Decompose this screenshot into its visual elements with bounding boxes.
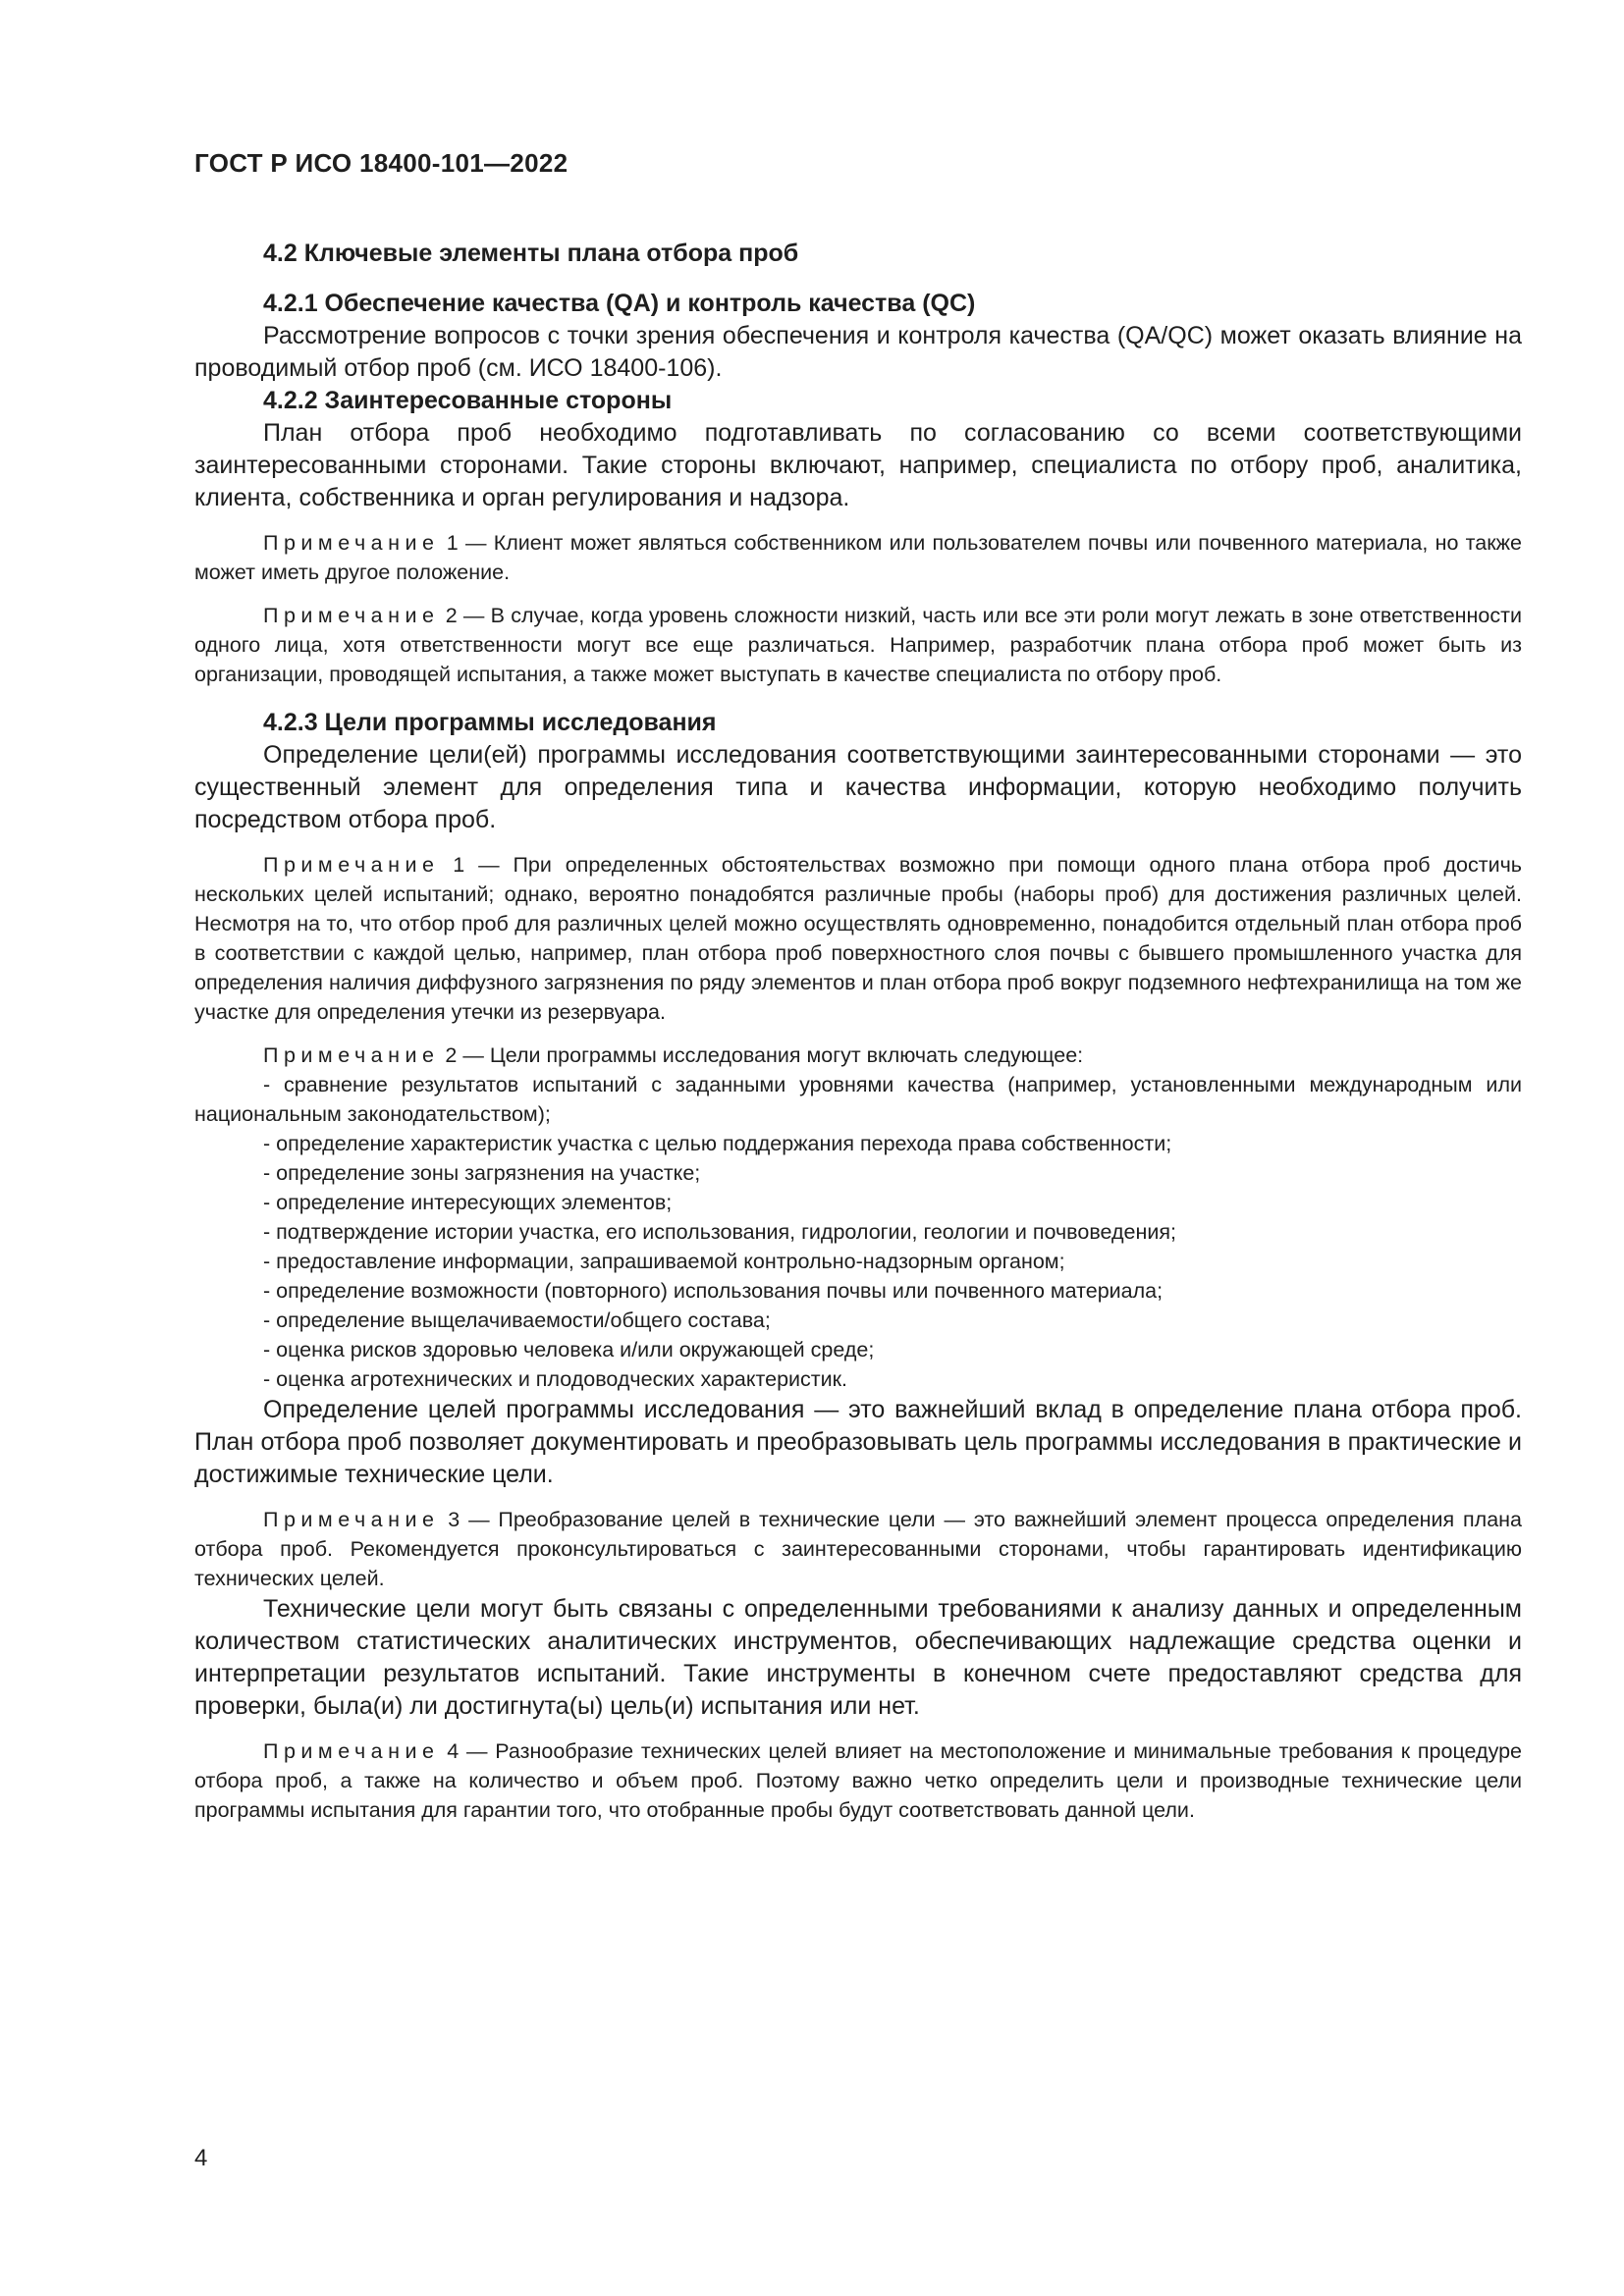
note-4-2-3-4 bbox=[194, 1736, 1522, 1825]
document-page bbox=[194, 147, 1522, 1825]
list-item: - определение характеристик участка с целью поддержания перехода права собственности; bbox=[263, 1132, 1172, 1155]
note-text: 2 — Цели программы исследования могут включать следующее: bbox=[439, 1043, 1084, 1067]
list-item: - подтверждение истории участка, его использования, гидрологии, геологии и почвоведения; bbox=[263, 1220, 1176, 1244]
section-4-2-2-paragraph: План отбора проб необходимо подготавливать по согласованию со всеми соответствующими заинтересованными сторонами. Такие стороны включают, например, специалиста по отбору проб, аналитика, клиента, собственника и орган регулирования и надзора. bbox=[194, 419, 1522, 511]
note-label: Примечание bbox=[263, 1739, 440, 1763]
note-text: 4 — Разнообразие технических целей влияет на местоположение и минимальные требования к процедуре отбора проб, а также на количество и объем проб. Поэтому важно четко определить цели и производные технические цели программы испытания для гарантии того, что отобранные пробы будут соответствовать данной цели. bbox=[194, 1739, 1522, 1822]
note-4-2-3-1 bbox=[194, 850, 1522, 1027]
list-item: - определение возможности (повторного) использования почвы или почвенного материала; bbox=[263, 1279, 1164, 1303]
section-4-2-1-paragraph: Рассмотрение вопросов с точки зрения обеспечения и контроля качества (QA/QC) может оказать влияние на проводимый отбор проб (см. ИСО 18400-106). bbox=[194, 322, 1522, 382]
note-text: 2 — В случае, когда уровень сложности низкий, часть или все эти роли могут лежать в зоне ответственности одного лица, хотя ответственности могут все еще различаться. Например, разработчик плана отбора проб может быть из организации, проводящей испытания, а также может выступать в качестве специалиста по отбору проб. bbox=[194, 604, 1522, 686]
section-4-2-3-paragraph-3: Технические цели могут быть связаны с определенными требованиями к анализу данных и определенным количеством статистических аналитических инструментов, обеспечивающих надлежащие средства оценки и интерпретации результатов испытаний. Такие инструменты в конечном счете предоставляют средства для проверки, была(и) ли достигнута(ы) цель(и) испытания или нет. bbox=[194, 1595, 1522, 1720]
objectives-list bbox=[194, 1070, 1522, 1394]
section-4-2-2-heading: 4.2.2 Заинтересованные стороны bbox=[263, 387, 673, 414]
section-4-2-1-heading: 4.2.1 Обеспечение качества (QA) и контроль качества (QC) bbox=[263, 290, 976, 317]
note-label: Примечание bbox=[263, 531, 440, 555]
note-text: 1 — При определенных обстоятельствах возможно при помощи одного плана отбора проб достичь нескольких целей испытаний; однако, вероятно понадобятся различные пробы (наборы проб) для достижения различных целей. Несмотря на то, что отбор проб для различных целей можно осуществлять одновременно, понадобится отдельный план отбора проб в соответствии с каждой целью, например, план отбора проб поверхностного слоя почвы с бывшего промышленного участка для определения наличия диффузного загрязнения по ряду элементов и план отбора проб вокруг подземного нефтехранилища на том же участке для определения утечки из резервуара. bbox=[194, 853, 1522, 1024]
list-item: - определение зоны загрязнения на участке; bbox=[263, 1161, 701, 1185]
note-4-2-2-1 bbox=[194, 528, 1522, 587]
note-label: Примечание bbox=[263, 604, 440, 627]
note-4-2-3-2 bbox=[194, 1041, 1522, 1070]
note-label: Примечание bbox=[263, 1508, 440, 1531]
note-4-2-3-3 bbox=[194, 1505, 1522, 1593]
note-text: 1 — Клиент может являться собственником или пользователем почвы или почвенного материала, но также может иметь другое положение. bbox=[194, 531, 1522, 584]
document-code: ГОСТ Р ИСО 18400-101—2022 bbox=[194, 148, 568, 178]
section-4-2-3-paragraph-2: Определение целей программы исследования — это важнейший вклад в определение плана отбора проб. План отбора проб позволяет документировать и преобразовывать цель программы исследования в практические и достижимые технические цели. bbox=[194, 1396, 1522, 1488]
list-item: - определение интересующих элементов; bbox=[263, 1191, 673, 1214]
note-label: Примечание bbox=[263, 1043, 440, 1067]
section-4-2-3-heading: 4.2.3 Цели программы исследования bbox=[263, 709, 717, 736]
note-label: Примечание bbox=[263, 853, 440, 877]
list-item: - оценка рисков здоровью человека и/или окружающей среде; bbox=[263, 1338, 875, 1362]
list-item: - определение выщелачиваемости/общего состава; bbox=[263, 1308, 771, 1332]
page-number: 4 bbox=[194, 2145, 208, 2171]
list-item: - предоставление информации, запрашиваемой контрольно-надзорным органом; bbox=[263, 1250, 1065, 1273]
section-4-2-heading: 4.2 Ключевые элементы плана отбора проб bbox=[263, 240, 799, 267]
list-item: - оценка агротехнических и плодоводческих характеристик. bbox=[263, 1367, 848, 1391]
list-item: - сравнение результатов испытаний с заданными уровнями качества (например, установленными международным или национальным законодательством); bbox=[194, 1073, 1522, 1126]
note-4-2-2-2 bbox=[194, 601, 1522, 689]
section-4-2-3-paragraph-1: Определение цели(ей) программы исследования соответствующими заинтересованными сторонами — это существенный элемент для определения типа и качества информации, которую необходимо получить посредством отбора проб. bbox=[194, 741, 1522, 833]
note-text: 3 — Преобразование целей в технические цели — это важнейший элемент процесса определения плана отбора проб. Рекомендуется проконсультироваться с заинтересованными сторонами, чтобы гарантировать идентификацию технических целей. bbox=[194, 1508, 1522, 1590]
